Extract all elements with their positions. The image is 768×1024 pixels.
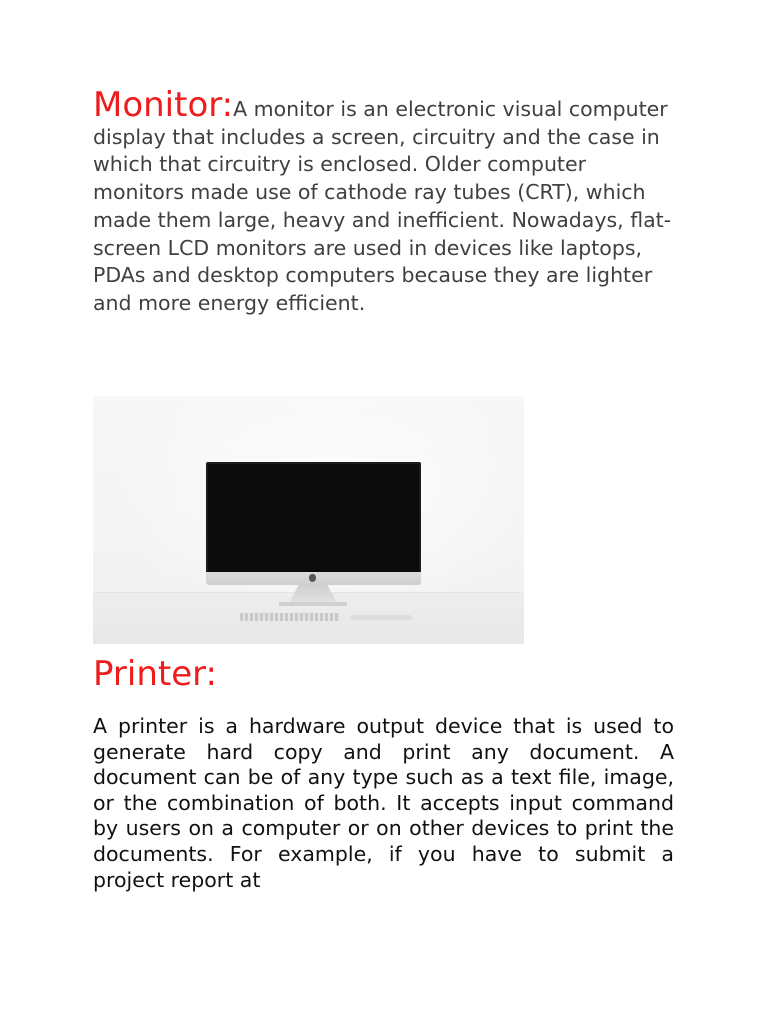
- printer-paragraph: A printer is a hardware output device that is used to generate hard copy and print any document. A document can be of any type such as a text file, image, or the combination of both. It accepts input command by users on a computer or on other devices to print the documents. For example, if you have to submit a project report at: [93, 714, 674, 892]
- monitor-stand-foot: [279, 602, 347, 606]
- monitor-photo: [93, 396, 524, 644]
- keyboard: [240, 613, 340, 621]
- apple-logo-icon: [309, 574, 316, 582]
- printer-heading: Printer:: [93, 654, 217, 694]
- monitor-paragraph: [93, 85, 673, 318]
- monitor-screen: [206, 462, 421, 574]
- trackpad: [350, 615, 412, 620]
- monitor-heading: Monitor:: [93, 85, 234, 125]
- monitor-body: A monitor is an electronic visual computer display that includes a screen, circuitry and the case in which that circuitry is enclosed. Older computer monitors made use of cathode ray tubes (CRT), which made them large, heavy and inefficient. Nowadays, flat-screen LCD monitors are used in devices like laptops, PDAs and desktop computers because they are lighter and more energy efficient.: [93, 97, 672, 315]
- monitor-section: [93, 85, 673, 318]
